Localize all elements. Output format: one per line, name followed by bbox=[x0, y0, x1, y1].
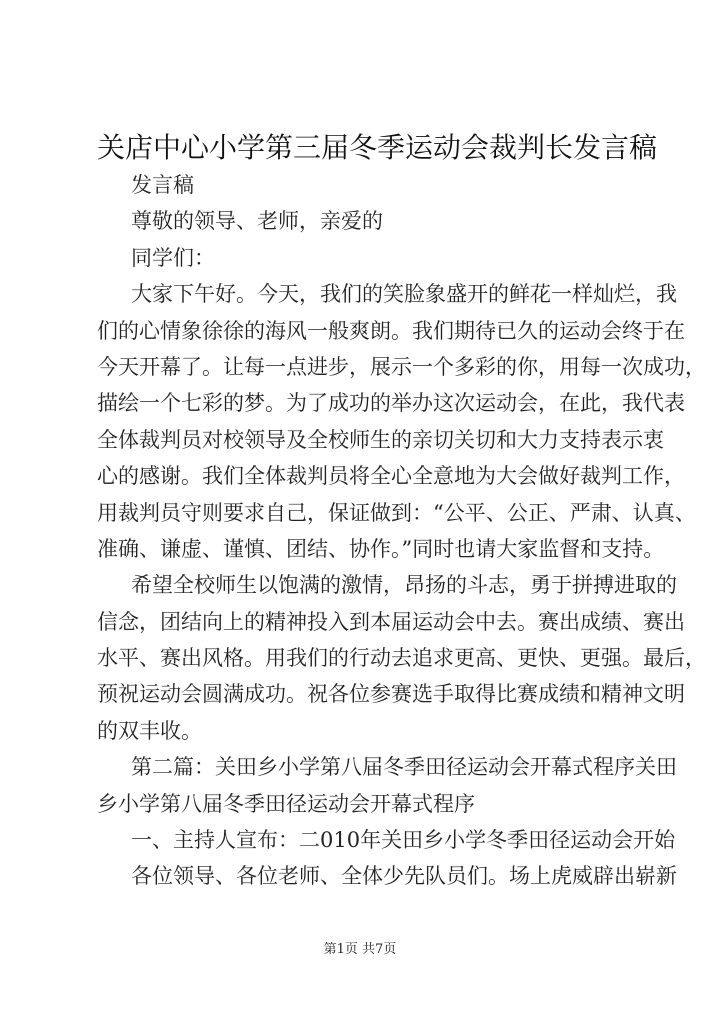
text-line: 第二篇：关田乡小学第八届冬季田径运动会开幕式程序关田 bbox=[131, 755, 677, 780]
text-line: 希望全校师生以饱满的激情，昂扬的斗志，勇于拼搏进取的 bbox=[131, 573, 677, 598]
text-line: 用裁判员守则要求自己，保证做到：“公平、公正、严肃、认真、 bbox=[97, 500, 696, 525]
text-line: 预祝运动会圆满成功。祝各位参赛选手取得比赛成绩和精神文明 bbox=[97, 682, 685, 707]
text-line: 全体裁判员对校领导及全校师生的亲切关切和大力支持表示衷 bbox=[97, 427, 664, 452]
text-line: 今天开幕了。让每一点进步，展示一个多彩的你，用每一次成功， bbox=[97, 354, 706, 379]
text-line: 大家下午好。今天，我们的笑脸象盛开的鲜花一样灿烂，我 bbox=[131, 282, 677, 307]
page-footer: 第1页 共7页 bbox=[323, 942, 397, 957]
text-line: 描绘一个七彩的梦。为了成功的举办这次运动会，在此，我代表 bbox=[97, 391, 685, 416]
text-line: 们的心情象徐徐的海风一般爽朗。我们期待已久的运动会终于在 bbox=[97, 318, 685, 343]
document-body bbox=[97, 167, 706, 895]
document-title: 关店中心小学第三届冬季运动会裁判长发言稿 bbox=[97, 131, 658, 164]
text-line: 尊敬的领导、老师，亲爱的 bbox=[131, 209, 383, 234]
text-line: 发言稿 bbox=[131, 173, 194, 197]
text-line: 乡小学第八届冬季田径运动会开幕式程序 bbox=[97, 791, 475, 816]
text-line: 准确、谦虚、谨慎、团结、协作。”同时也请大家监督和支持。 bbox=[97, 536, 665, 561]
text-line: 同学们： bbox=[131, 245, 215, 270]
text-line: 一、主持人宣布：二010年关田乡小学冬季田径运动会开始 bbox=[131, 828, 676, 853]
text-line: 的双丰收。 bbox=[97, 718, 202, 743]
text-line: 水平、赛出风格。用我们的行动去追求更高、更快、更强。最后， bbox=[97, 646, 706, 671]
text-line: 信念，团结向上的精神投入到本届运动会中去。赛出成绩、赛出 bbox=[97, 609, 685, 634]
text-line: 各位领导、各位老师、全体少先队员们。场上虎威辟出崭新 bbox=[131, 864, 677, 889]
text-line: 心的感谢。我们全体裁判员将全心全意地为大会做好裁判工作， bbox=[97, 464, 685, 489]
